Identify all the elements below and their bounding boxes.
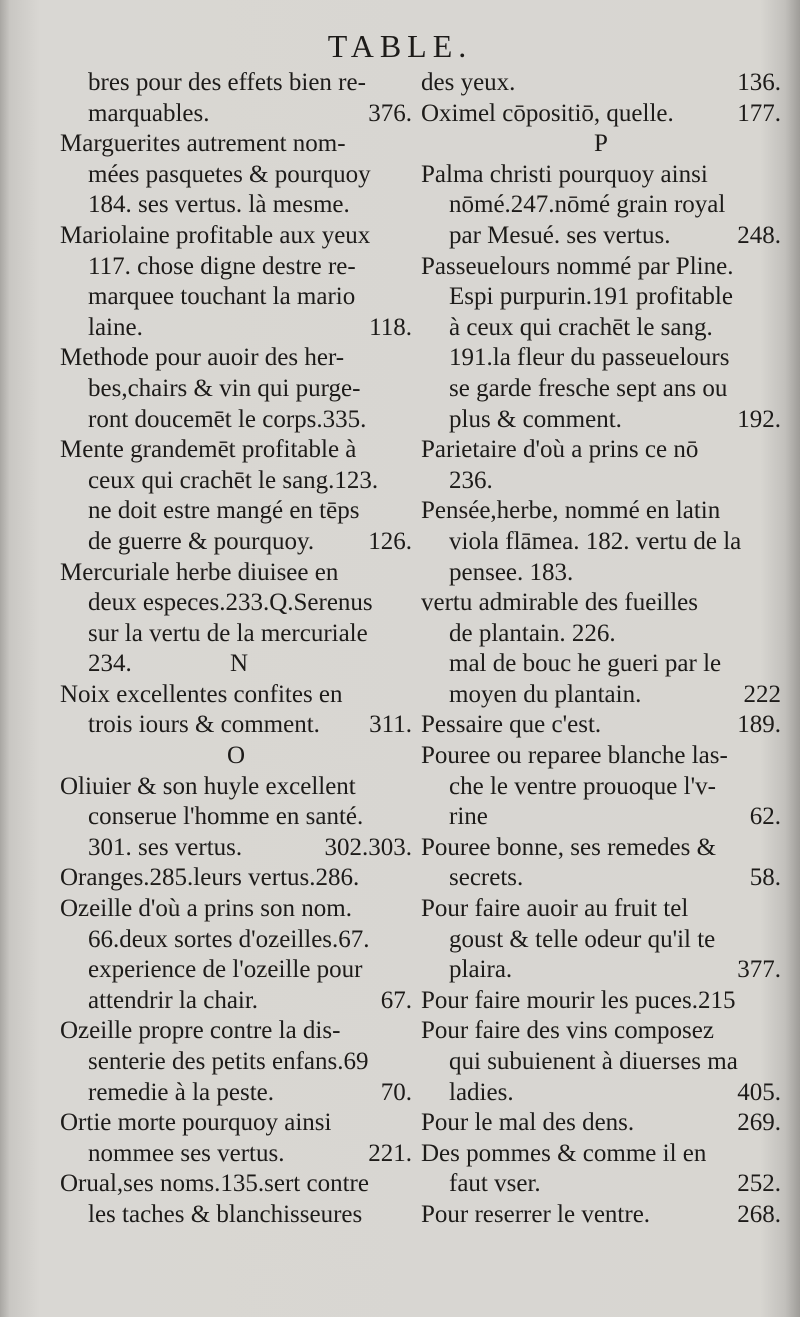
index-line xyxy=(421,374,781,405)
index-line xyxy=(60,374,412,405)
index-line xyxy=(421,680,781,711)
index-entry-text: Pour faire mourir les puces.215 xyxy=(421,986,736,1014)
index-line xyxy=(60,1108,412,1139)
index-line xyxy=(60,190,412,221)
index-entry-text: Oliuier & son huyle excellent xyxy=(60,772,356,800)
index-line xyxy=(421,435,781,466)
index-line xyxy=(60,160,412,191)
index-entry-text: experience de l'ozeille pour xyxy=(88,956,363,984)
index-line xyxy=(421,925,781,956)
index-line xyxy=(421,741,781,772)
index-line xyxy=(421,833,781,864)
index-entry-text: Pour faire des vins composez xyxy=(421,1017,714,1045)
index-line xyxy=(421,955,781,986)
index-line xyxy=(60,527,412,558)
index-entry-text: Orual,ses noms.135.sert contre xyxy=(60,1170,369,1198)
page-reference: 222 xyxy=(743,680,781,708)
index-entry-text: trois iours & comment. xyxy=(88,711,320,739)
page-header: TABLE. xyxy=(327,28,473,64)
index-line xyxy=(60,802,412,833)
index-entry-text: Mercuriale herbe diuisee en xyxy=(60,558,339,586)
index-entry-text: P xyxy=(594,130,608,158)
page-reference: 252. xyxy=(737,1170,781,1198)
index-entry-text: nōmé.247.nōmé grain royal xyxy=(449,191,726,219)
index-line xyxy=(421,190,781,221)
index-line xyxy=(421,68,781,99)
index-entry-text: mées pasquetes & pourquoy xyxy=(88,160,371,188)
index-line xyxy=(60,1200,412,1231)
index-line xyxy=(60,221,412,252)
index-line xyxy=(60,772,412,803)
index-entry-text: vertu admirable des fueilles xyxy=(421,589,698,617)
index-entry-text: viola flāmea. 182. vertu de la xyxy=(449,527,742,555)
index-entry-text: O xyxy=(226,742,246,770)
index-line xyxy=(421,558,781,589)
section-letter-inline: N xyxy=(230,650,249,678)
index-line xyxy=(421,1047,781,1078)
index-entry-text: Pouree ou reparee blanche las- xyxy=(421,742,728,770)
index-line xyxy=(60,986,412,1017)
index-entry-text: Des pommes & comme il en xyxy=(421,1139,707,1167)
index-entry-text: 191.la fleur du passeuelours xyxy=(449,344,730,372)
index-line xyxy=(421,1200,781,1231)
index-entry-text: ne doit estre mangé en tēps xyxy=(88,497,360,525)
index-entry-text: mal de bouc he gueri par le xyxy=(449,650,722,678)
index-entry-text: plus & comment. xyxy=(449,405,622,433)
index-entry-text: sur la vertu de la mercuriale xyxy=(88,619,368,647)
page-reference: 248. xyxy=(737,221,781,249)
index-entry-text: remedie à la peste. xyxy=(88,1078,275,1106)
index-line xyxy=(60,405,412,436)
index-entry-text: les taches & blanchisseures xyxy=(88,1200,363,1228)
index-line xyxy=(60,680,412,711)
index-line xyxy=(421,1108,781,1139)
page-reference: 67. xyxy=(380,986,412,1014)
page-reference: 118. xyxy=(369,313,412,341)
page-reference: 58. xyxy=(749,864,781,892)
index-entry-text: 234. xyxy=(88,650,132,678)
index-entry-text: laine. xyxy=(88,313,143,341)
index-entry-text: conserue l'homme en santé. xyxy=(88,803,364,831)
index-entry-text: Methode pour auoir des her- xyxy=(60,344,345,372)
page-reference: 311. xyxy=(369,711,412,739)
index-line xyxy=(60,588,412,619)
index-line xyxy=(421,221,781,252)
index-entry-text: qui subuienent à diuerses ma xyxy=(449,1048,738,1075)
page-reference: 405. xyxy=(737,1078,781,1106)
page-reference: 126. xyxy=(368,527,412,555)
index-line xyxy=(60,710,412,741)
index-entry-text: Oximel cōpositiō, quelle. xyxy=(421,99,674,127)
section-letter xyxy=(421,129,781,160)
index-line xyxy=(60,863,412,894)
index-line xyxy=(421,160,781,191)
page-reference: 136. xyxy=(737,69,781,96)
index-line xyxy=(60,1169,412,1200)
index-line xyxy=(421,802,781,833)
index-line xyxy=(421,649,781,680)
index-line xyxy=(421,282,781,313)
index-line xyxy=(421,466,781,497)
index-line xyxy=(421,772,781,803)
index-line xyxy=(60,1016,412,1047)
index-entry-text: marquables. xyxy=(88,99,210,127)
index-entry-text: 117. chose digne destre re- xyxy=(88,252,356,280)
page-reference: 268. xyxy=(737,1200,781,1228)
index-line xyxy=(421,99,781,130)
index-line xyxy=(60,955,412,986)
index-entry-text: deux especes.233.Q.Serenus xyxy=(88,589,373,617)
index-entry-text: marquee touchant la mario xyxy=(88,283,356,311)
index-entry-text: ceux qui crachēt le sang.123. xyxy=(88,466,379,494)
index-entry-text: Parietaire d'où a prins ce nō xyxy=(421,436,699,464)
index-entry-text: pensee. 183. xyxy=(449,558,574,586)
index-line xyxy=(60,496,412,527)
index-line xyxy=(421,1078,781,1109)
page-reference: 269. xyxy=(737,1109,781,1137)
index-line xyxy=(60,1047,412,1078)
index-line xyxy=(60,1139,412,1170)
index-line xyxy=(60,649,412,680)
index-entry-text: 66.deux sortes d'ozeilles.67. xyxy=(88,925,370,953)
index-entry-text: Pour reserrer le ventre. xyxy=(421,1200,651,1228)
index-entry-text: faut vser. xyxy=(449,1170,541,1198)
index-line xyxy=(421,1016,781,1047)
index-line xyxy=(60,313,412,344)
index-entry-text: bes,chairs & vin qui purge- xyxy=(88,374,361,402)
index-entry-text: ladies. xyxy=(449,1078,514,1106)
index-line xyxy=(60,925,412,956)
index-line xyxy=(60,619,412,650)
index-line xyxy=(421,863,781,894)
index-entry-text: Palma christi pourquoy ainsi xyxy=(421,160,708,188)
index-entry-text: à ceux qui crachēt le sang. xyxy=(449,313,713,341)
index-line xyxy=(421,1139,781,1170)
index-entry-text: moyen du plantain. xyxy=(449,680,642,708)
index-entry-text: Pour faire auoir au fruit tel xyxy=(421,895,689,923)
index-entry-text: Pensée,herbe, nommé en latin xyxy=(421,497,721,525)
index-entry-text: Pouree bonne, ses remedes & xyxy=(421,833,717,861)
index-entry-text: Pour le mal des dens. xyxy=(421,1109,635,1137)
left-column xyxy=(60,68,412,1231)
index-entry-text: che le ventre prouoque l'v- xyxy=(449,772,716,800)
index-entry-text: 184. ses vertus. là mesme. xyxy=(88,191,350,219)
page-reference: 376. xyxy=(368,99,412,127)
page-reference: 302.303. xyxy=(324,833,412,861)
section-letter xyxy=(60,741,412,772)
index-line xyxy=(421,527,781,558)
page-reference: 62. xyxy=(749,803,781,831)
index-entry-text: ront doucemēt le corps.335. xyxy=(88,405,367,433)
index-line xyxy=(60,282,412,313)
index-line xyxy=(421,343,781,374)
index-entry-text: rine xyxy=(449,803,488,831)
index-entry-text: senterie des petits enfans.69 xyxy=(88,1048,369,1075)
index-entry-text: par Mesué. ses vertus. xyxy=(449,221,671,249)
index-line xyxy=(421,405,781,436)
index-entry-text: Espi purpurin.191 profitable xyxy=(449,283,733,311)
index-entry-text: Passeuelours nommé par Pline. xyxy=(421,252,734,280)
index-entry-text: Noix excellentes confites en xyxy=(60,680,343,708)
index-line xyxy=(421,313,781,344)
right-column xyxy=(421,68,781,1231)
index-entry-text: des yeux. xyxy=(421,69,516,96)
index-entry-text: Mente grandemēt profitable à xyxy=(60,436,357,464)
index-entry-text: Oranges.285.leurs vertus.286. xyxy=(60,864,360,892)
index-line xyxy=(60,894,412,925)
index-entry-text: secrets. xyxy=(449,864,524,892)
index-line xyxy=(421,588,781,619)
index-line xyxy=(60,558,412,589)
index-entry-text: Ozeille propre contre la dis- xyxy=(60,1017,341,1045)
index-line xyxy=(60,833,412,864)
index-line xyxy=(60,129,412,160)
page-reference: 70. xyxy=(380,1078,412,1106)
index-line xyxy=(60,252,412,283)
index-line xyxy=(60,99,412,130)
index-entry-text: 236. xyxy=(449,466,493,494)
index-line xyxy=(421,619,781,650)
index-entry-text: attendrir la chair. xyxy=(88,986,259,1014)
index-entry-text: Ortie morte pourquoy ainsi xyxy=(60,1109,332,1137)
index-entry-text: bres pour des effets bien re- xyxy=(88,69,366,96)
index-entry-text: plaira. xyxy=(449,956,513,984)
index-entry-text: Ozeille d'où a prins son nom. xyxy=(60,895,352,923)
index-entry-text: goust & telle odeur qu'il te xyxy=(449,925,716,953)
page-reference: 192. xyxy=(737,405,781,433)
index-entry-text: 301. ses vertus. xyxy=(88,833,243,861)
page-reference: 189. xyxy=(737,711,781,739)
index-line xyxy=(60,68,412,99)
index-line xyxy=(421,710,781,741)
page-reference: 377. xyxy=(737,956,781,984)
index-line xyxy=(421,252,781,283)
index-line xyxy=(60,466,412,497)
index-line xyxy=(60,435,412,466)
index-line xyxy=(421,986,781,1017)
page-reference: 177. xyxy=(737,99,781,127)
index-entry-text: Pessaire que c'est. xyxy=(421,711,602,739)
index-line xyxy=(60,1078,412,1109)
page-reference: 221. xyxy=(368,1139,412,1167)
index-line xyxy=(60,343,412,374)
index-entry-text: de plantain. 226. xyxy=(449,619,616,647)
index-entry-text: Marguerites autrement nom- xyxy=(60,130,346,158)
index-entry-text: de guerre & pourquoy. xyxy=(88,527,315,555)
index-line xyxy=(421,894,781,925)
index-entry-text: nommee ses vertus. xyxy=(88,1139,285,1167)
index-entry-text: Mariolaine profitable aux yeux xyxy=(60,221,371,249)
index-line xyxy=(421,496,781,527)
index-entry-text: se garde fresche sept ans ou xyxy=(449,374,728,402)
index-line xyxy=(421,1169,781,1200)
